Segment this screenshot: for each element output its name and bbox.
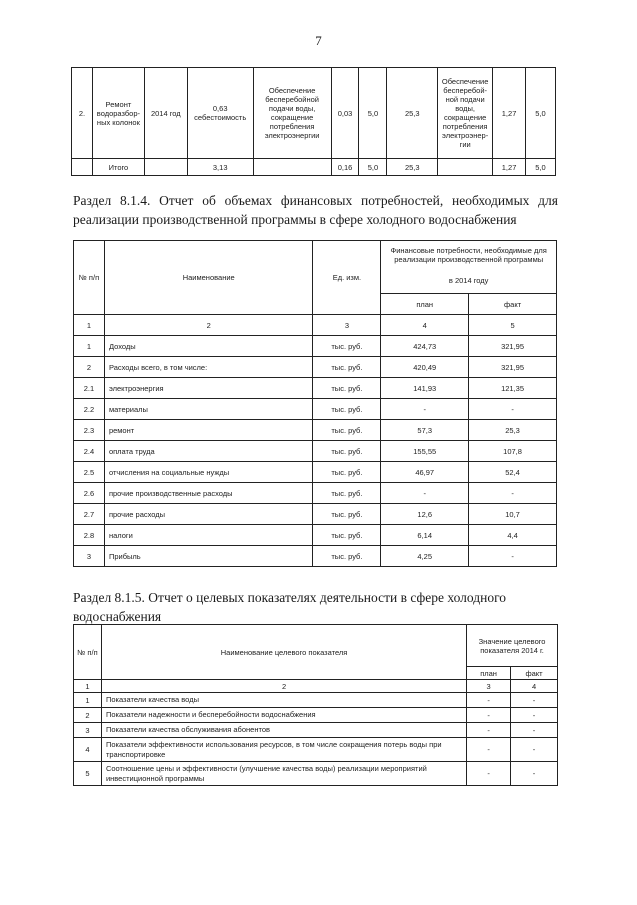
row-name: Показатели качества обслуживания абонентов	[101, 723, 466, 738]
row-plan: -	[467, 708, 511, 723]
row-num: 2	[74, 357, 105, 378]
table-cell: 25,3	[387, 159, 438, 176]
row-fact: -	[511, 708, 558, 723]
table-cell	[72, 159, 93, 176]
row-name: оплата труда	[104, 441, 313, 462]
row-name: Показатели эффективности использования ресурсов, в том числе сокращения потерь воды при транспортировке	[101, 738, 466, 762]
row-name: налоги	[104, 525, 313, 546]
header-plan: план	[467, 667, 511, 680]
header-name: Наименование целевого показателя	[101, 625, 466, 680]
col-number: 4	[511, 680, 558, 693]
table-header-row	[74, 625, 558, 667]
table-row	[74, 399, 557, 420]
row-unit: тыс. руб.	[313, 420, 381, 441]
row-plan: 6,14	[381, 525, 469, 546]
row-fact: 52,4	[469, 462, 557, 483]
row-name: электроэнергия	[104, 378, 313, 399]
row-num: 1	[74, 693, 102, 708]
row-num: 2.3	[74, 420, 105, 441]
table-row	[74, 693, 558, 708]
table-cell: 0,03	[331, 68, 359, 159]
table-row	[74, 504, 557, 525]
row-num: 3	[74, 546, 105, 567]
header-year: в 2014 году	[381, 269, 557, 294]
table-row	[74, 462, 557, 483]
header-fin-needs: Финансовые потребности, необходимые для реализации производственной программы	[381, 241, 557, 269]
table-cell: 2.	[72, 68, 93, 159]
header-name: Наименование	[104, 241, 313, 315]
row-name: Показатели надежности и бесперебойности водоснабжения	[101, 708, 466, 723]
row-fact: -	[469, 399, 557, 420]
table-cell	[144, 159, 187, 176]
row-unit: тыс. руб.	[313, 546, 381, 567]
row-name: Расходы всего, в том числе:	[104, 357, 313, 378]
row-num: 5	[74, 762, 102, 786]
target-indicators-table	[73, 624, 558, 786]
page-number: 7	[315, 33, 322, 48]
row-fact: 121,35	[469, 378, 557, 399]
table-cell: Обеспечение бесперебойной подачи воды, сокращение потребления электроэнергии	[253, 68, 331, 159]
table-cell: 5,0	[526, 159, 556, 176]
row-num: 2.2	[74, 399, 105, 420]
investment-measures-table	[71, 67, 556, 176]
row-num: 2.6	[74, 483, 105, 504]
table-cell: 3,13	[187, 159, 253, 176]
row-num: 2.5	[74, 462, 105, 483]
table-row	[72, 68, 556, 159]
col-number: 3	[467, 680, 511, 693]
header-fact: факт	[469, 294, 557, 315]
table-row	[74, 708, 558, 723]
row-num: 4	[74, 738, 102, 762]
row-name: Прибыль	[104, 546, 313, 567]
row-fact: -	[469, 483, 557, 504]
row-plan: 420,49	[381, 357, 469, 378]
row-fact: -	[469, 546, 557, 567]
table-cell: 5,0	[359, 68, 387, 159]
financial-needs-table	[73, 240, 557, 567]
row-fact: -	[511, 693, 558, 708]
row-name: ремонт	[104, 420, 313, 441]
row-unit: тыс. руб.	[313, 462, 381, 483]
row-plan: 46,97	[381, 462, 469, 483]
table-cell: 2014 год	[144, 68, 187, 159]
row-num: 1	[74, 336, 105, 357]
section-heading-8-1-4: Раздел 8.1.4. Отчет об объемах финансовых потребностей, необходимых для реализации производственной программы в сфере холодного водоснабжения	[73, 193, 558, 227]
row-name: Доходы	[104, 336, 313, 357]
col-number: 3	[313, 315, 381, 336]
table-cell: 5,0	[359, 159, 387, 176]
row-name: прочие расходы	[104, 504, 313, 525]
row-plan: 4,25	[381, 546, 469, 567]
row-unit: тыс. руб.	[313, 525, 381, 546]
row-unit: тыс. руб.	[313, 483, 381, 504]
row-name: Показатели качества воды	[101, 693, 466, 708]
header-fact: факт	[511, 667, 558, 680]
row-fact: 107,8	[469, 441, 557, 462]
column-number-row	[74, 680, 558, 693]
row-unit: тыс. руб.	[313, 504, 381, 525]
table-row	[74, 723, 558, 738]
table-row	[74, 483, 557, 504]
row-name: прочие производственные расходы	[104, 483, 313, 504]
header-unit: Ед. изм.	[313, 241, 381, 315]
row-unit: тыс. руб.	[313, 399, 381, 420]
row-plan: -	[381, 399, 469, 420]
col-number: 2	[104, 315, 313, 336]
table-row	[74, 546, 557, 567]
table-row-total	[72, 159, 556, 176]
table-cell: 0,63 себестоимость	[187, 68, 253, 159]
header-plan: план	[381, 294, 469, 315]
table-row	[74, 420, 557, 441]
table-row	[74, 738, 558, 762]
row-unit: тыс. руб.	[313, 336, 381, 357]
row-plan: -	[381, 483, 469, 504]
row-plan: -	[467, 738, 511, 762]
row-fact: 321,95	[469, 357, 557, 378]
row-fact: -	[511, 762, 558, 786]
col-number: 4	[381, 315, 469, 336]
table-row	[74, 378, 557, 399]
table-cell: 25,3	[387, 68, 438, 159]
row-unit: тыс. руб.	[313, 378, 381, 399]
row-num: 2.8	[74, 525, 105, 546]
row-name: отчисления на социальные нужды	[104, 462, 313, 483]
row-plan: 424,73	[381, 336, 469, 357]
col-number: 1	[74, 315, 105, 336]
table-row	[74, 336, 557, 357]
row-plan: 12,6	[381, 504, 469, 525]
row-fact: 10,7	[469, 504, 557, 525]
row-name: материалы	[104, 399, 313, 420]
row-fact: 4,4	[469, 525, 557, 546]
column-number-row	[74, 315, 557, 336]
table-row	[74, 762, 558, 786]
table-cell: Ремонт водоразбор-ных колонок	[92, 68, 144, 159]
row-plan: -	[467, 762, 511, 786]
row-num: 2.1	[74, 378, 105, 399]
table-row	[74, 525, 557, 546]
row-unit: тыс. руб.	[313, 357, 381, 378]
table-cell: 5,0	[526, 68, 556, 159]
table-cell	[253, 159, 331, 176]
col-number: 5	[469, 315, 557, 336]
row-num: 2	[74, 708, 102, 723]
col-number: 1	[74, 680, 102, 693]
col-number: 2	[101, 680, 466, 693]
table-header-row	[74, 241, 557, 269]
row-num: 3	[74, 723, 102, 738]
row-unit: тыс. руб.	[313, 441, 381, 462]
row-plan: -	[467, 693, 511, 708]
row-fact: -	[511, 738, 558, 762]
row-num: 2.7	[74, 504, 105, 525]
table-cell: 1,27	[493, 68, 526, 159]
row-fact: 321,95	[469, 336, 557, 357]
table-cell: 0,16	[331, 159, 359, 176]
table-cell: Обеспечение бесперебой-ной подачи воды, сокращение потребления электроэнер-гии	[438, 68, 493, 159]
table-row	[74, 357, 557, 378]
row-fact: 25,3	[469, 420, 557, 441]
row-fact: -	[511, 723, 558, 738]
header-value: Значение целевого показателя 2014 г.	[467, 625, 558, 667]
header-num: № п/п	[74, 625, 102, 680]
table-cell	[438, 159, 493, 176]
table-cell: 1,27	[493, 159, 526, 176]
row-plan: 141,93	[381, 378, 469, 399]
row-plan: 155,55	[381, 441, 469, 462]
table-row	[74, 441, 557, 462]
row-plan: -	[467, 723, 511, 738]
header-num: № п/п	[74, 241, 105, 315]
row-name: Соотношение цены и эффективности (улучшение качества воды) реализации мероприятий инвестиционной программы	[101, 762, 466, 786]
row-plan: 57,3	[381, 420, 469, 441]
table-cell: Итого	[92, 159, 144, 176]
row-num: 2.4	[74, 441, 105, 462]
section-heading-8-1-5: Раздел 8.1.5. Отчет о целевых показателях деятельности в сфере холодного водоснабжения	[73, 590, 507, 624]
